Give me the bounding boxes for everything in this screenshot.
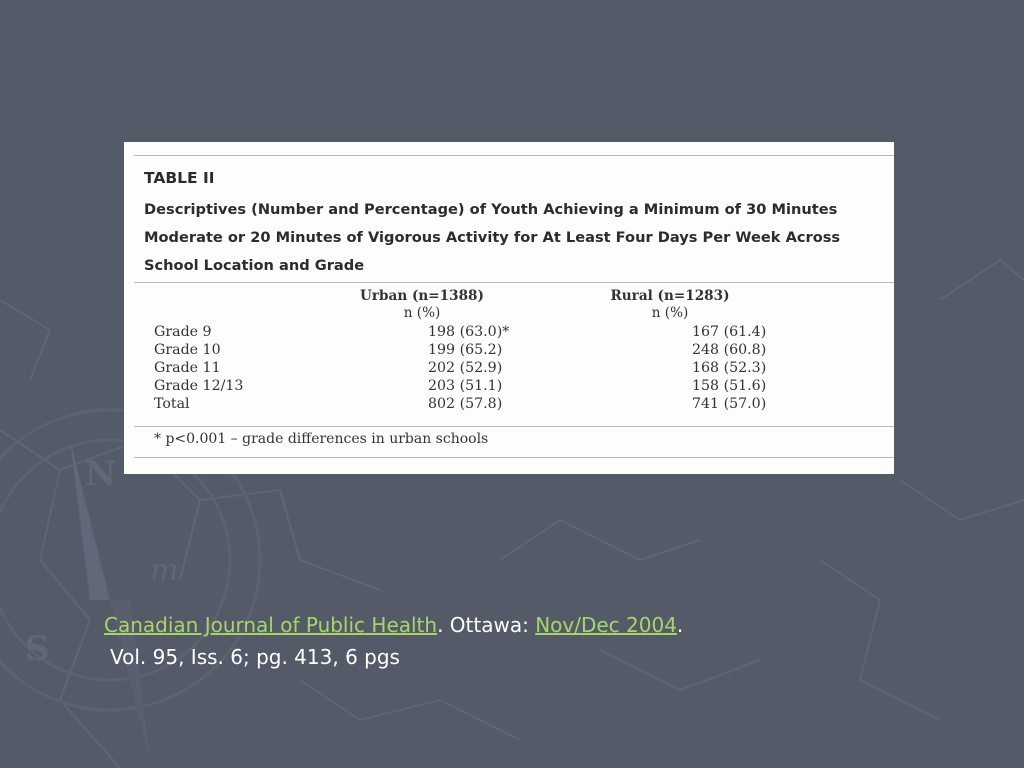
svg-text:m: m xyxy=(150,553,179,588)
urban-cell: 198 (63.0)* xyxy=(428,324,510,340)
header-rule xyxy=(134,282,894,283)
bottom-rule xyxy=(134,457,894,458)
rural-subheader: n (%) xyxy=(651,305,689,321)
table-row xyxy=(154,395,854,413)
table-row xyxy=(154,359,854,377)
rural-cell: 158 (51.6) xyxy=(692,378,767,394)
citation-end: . xyxy=(676,613,684,637)
rural-header: Rural (n=1283) xyxy=(610,288,730,304)
rural-cell: 741 (57.0) xyxy=(692,396,767,412)
urban-cell: 203 (51.1) xyxy=(428,378,503,394)
row-label: Grade 11 xyxy=(154,360,221,376)
row-label: Grade 12/13 xyxy=(154,378,244,394)
rural-cell: 168 (52.3) xyxy=(692,360,767,376)
citation-separator: . Ottawa: xyxy=(437,613,536,637)
journal-link[interactable]: Canadian Journal of Public Health xyxy=(104,613,438,637)
table-body xyxy=(154,323,854,413)
citation xyxy=(104,609,683,673)
urban-cell: 199 (65.2) xyxy=(428,342,503,358)
urban-subheader: n (%) xyxy=(403,305,441,321)
top-rule xyxy=(134,155,894,156)
rural-cell: 248 (60.8) xyxy=(692,342,767,358)
svg-text:N: N xyxy=(85,454,117,494)
table-row xyxy=(154,323,854,341)
table-label: TABLE II xyxy=(144,169,215,187)
urban-column-header xyxy=(322,288,522,322)
urban-cell: 202 (52.9) xyxy=(428,360,503,376)
urban-cell: 802 (57.8) xyxy=(428,396,503,412)
svg-text:S: S xyxy=(25,629,50,669)
table-title: Descriptives (Number and Percentage) of Youth Achieving a Minimum of 30 Minutes Moderate or 20 Minutes of Vigorous Activity for At Least Four Days Per Week Across School Location and Grade xyxy=(144,201,841,274)
table-row xyxy=(154,341,854,359)
citation-volume: Vol. 95, Iss. 6; pg. 413, 6 pgs xyxy=(110,645,400,669)
table-footnote: * p<0.001 – grade differences in urban schools xyxy=(154,431,489,447)
issue-date-link[interactable]: Nov/Dec 2004 xyxy=(535,613,677,637)
urban-header: Urban (n=1388) xyxy=(360,288,484,304)
rural-cell: 167 (61.4) xyxy=(692,324,767,340)
row-label: Grade 9 xyxy=(154,324,212,340)
table-row xyxy=(154,377,854,395)
rural-column-header xyxy=(570,288,770,322)
table-image xyxy=(124,142,894,474)
row-label: Total xyxy=(154,396,190,412)
row-label: Grade 10 xyxy=(154,342,221,358)
footnote-rule xyxy=(134,426,894,427)
